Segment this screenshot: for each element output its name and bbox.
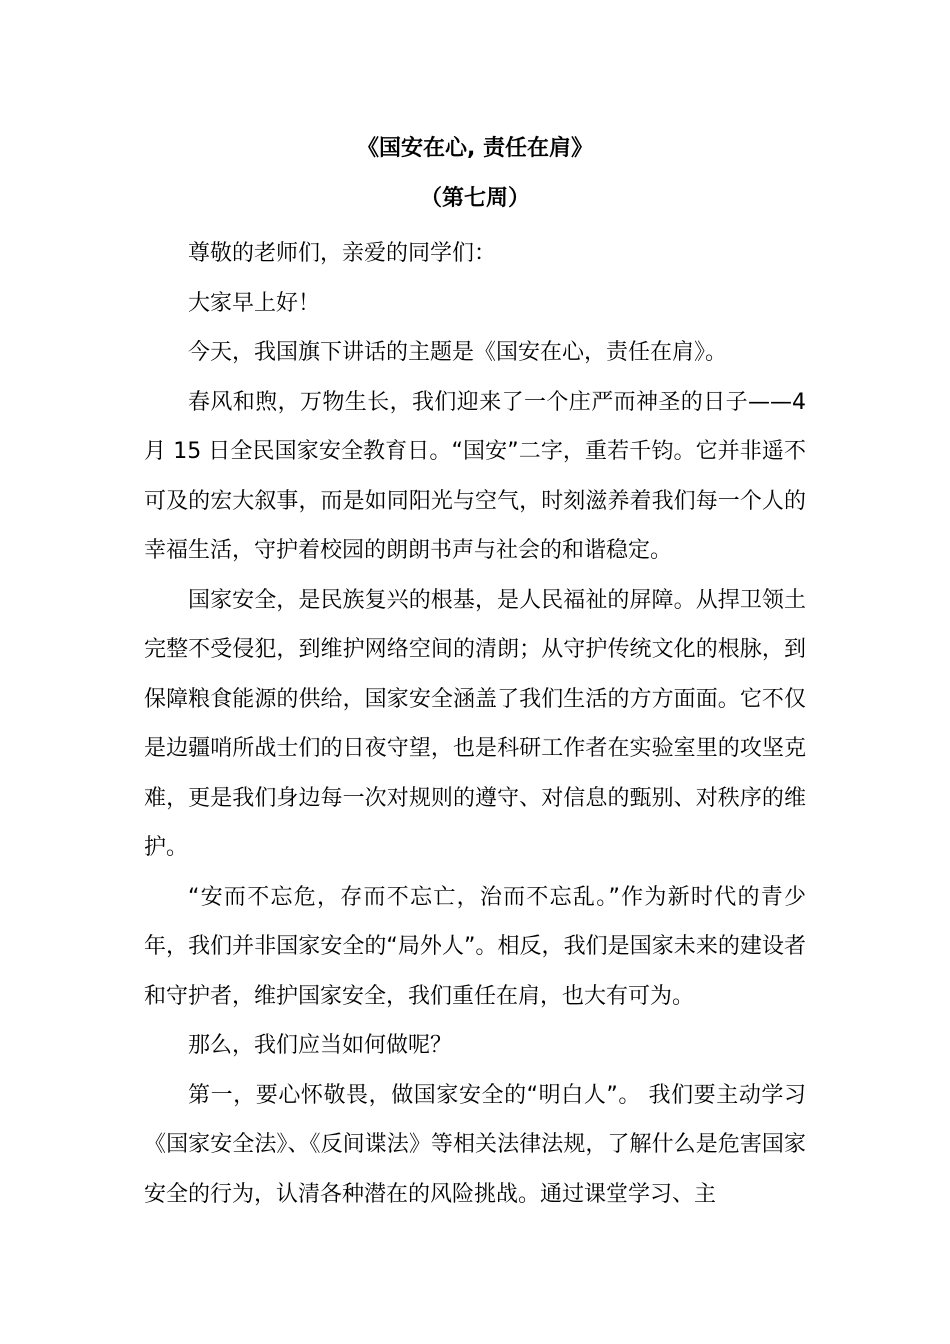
document-body [144, 229, 806, 1219]
paragraph-greeting: 尊敬的老师们，亲爱的同学们： [188, 241, 497, 266]
paragraph-education-day: 春风和煦，万物生长，我们迎来了一个庄严而神圣的日子——4 月 15 日全民国家安全教育日。“国安”二字，重若千钧。它并非遥不可及的宏大叙事，而是如同阳光与空气，时刻滋养着我们每一个人的幸福生活，守护着校园的朗朗书声与社会的和谐稳定。 [144, 389, 806, 563]
paragraph-first-point: 第一，要心怀敬畏，做国家安全的“明白人”。 我们要主动学习《国家安全法》、《反间谍法》等相关法律法规，了解什么是危害国家安全的行为，认清各种潜在的风险挑战。通过课堂学习、主 [144, 1082, 806, 1207]
paragraph-national-security: 国家安全，是民族复兴的根基，是人民福祉的屏障。从捍卫领土完整不受侵犯，到维护网络空间的清朗；从守护传统文化的根脉，到保障粮食能源的供给，国家安全涵盖了我们生活的方方面面。它不仅是边疆哨所战士们的日夜守望，也是科研工作者在实验室里的攻坚克难，更是我们身边每一次对规则的遵守、对信息的甄别、对秩序的维护。 [144, 587, 806, 860]
paragraph-question: 那么，我们应当如何做呢？ [188, 1033, 453, 1058]
document-subtitle: （第七周） [419, 186, 530, 211]
paragraph-topic: 今天，我国旗下讲话的主题是《国安在心，责任在肩》。 [188, 340, 728, 365]
paragraph-morning: 大家早上好！ [188, 290, 321, 316]
paragraph-youth-responsibility: “安而不忘危，存而不忘亡，治而不忘乱。”作为新时代的青少年，我们并非国家安全的“局外人”。相反，我们是国家未来的建设者和守护者，维护国家安全，我们重任在肩，也大有可为。 [144, 884, 807, 1009]
document-title: 《国安在心, 责任在肩》 [356, 136, 594, 161]
